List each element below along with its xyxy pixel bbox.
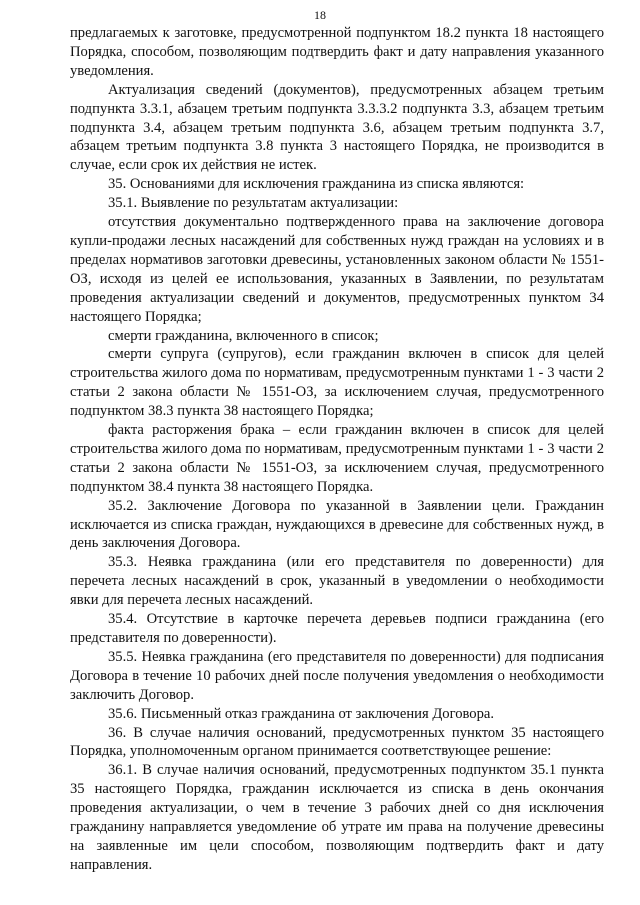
paragraph-35-5: 35.5. Неявка гражданина (его представителя по доверенности) для подписания Договора в течение 10 рабочих дней после получения уведомления о необходимости заключить Договор. [70, 648, 604, 703]
document-body [70, 24, 604, 875]
paragraph-35-1-b: смерти гражданина, включенного в список; [108, 327, 379, 344]
paragraph-35-4: 35.4. Отсутствие в карточке перечета деревьев подписи гражданина (его представителя по доверенности). [70, 611, 604, 646]
paragraph-continuation: предлагаемых к заготовке, предусмотренной подпунктом 18.2 пункта 18 настоящего Порядка, способом, позволяющим подтвердить факт и дату направления указанного уведомления. [70, 25, 604, 79]
paragraph-36: 36. В случае наличия оснований, предусмотренных пунктом 35 настоящего Порядка, уполномоченным органом принимается соответствующее решение: [70, 724, 604, 760]
paragraph-36-1: 36.1. В случае наличия оснований, предусмотренных подпунктом 35.1 пункта 35 настоящего Порядка, гражданин исключается из списка в день окончания проведения актуализации, о чем в течение 3 рабочих дней со дня исключения гражданину направляется уведомление об утрате им права на получение древесины на заявленные им цели способом, позволяющим подтвердить факт и дату направления. [70, 762, 604, 873]
paragraph-35-2: 35.2. Заключение Договора по указанной в Заявлении цели. Гражданин исключается из списка граждан, нуждающихся в древесине для собственных нужд, в день заключения Договора. [70, 497, 604, 552]
paragraph-35-3: 35.3. Неявка гражданина (или его представителя по доверенности) для перечета лесных насаждений в срок, указанный в уведомлении о необходимости явки для перечета лесных насаждений. [70, 554, 604, 609]
paragraph-35-1: 35.1. Выявление по результатам актуализации: [108, 195, 399, 212]
page-number: 18 [314, 8, 326, 22]
paragraph-35-6: 35.6. Письменный отказ гражданина от заключения Договора. [108, 705, 495, 722]
paragraph-actualization-note: Актуализация сведений (документов), предусмотренных абзацем третьим подпункта 3.3.1, абзацем третьим подпункта 3.3.3.2 подпункта 3.3, абзацем третьим подпункта 3.4, абзацем третьим подпункта 3.6, абзацем третьим подпункта 3.7, абзацем третьим подпункта 3.8 пункта 3 настоящего Порядка, не производится в случае, если срок их действия не истек. [70, 81, 604, 174]
paragraph-35-1-c: смерти супруга (супругов), если гражданин включен в список для целей строительства жилого дома по нормативам, предусмотренным пунктами 1 - 3 части 2 статьи 2 закона области № 1551-ОЗ, за исключением случая, предусмотренного подпунктом 38.3 пункта 38 настоящего Порядка; [70, 346, 604, 420]
paragraph-35-1-a: отсутствия документально подтвержденного права на заключение договора купли-продажи лесных насаждений для собственных нужд граждан на условиях и в пределах нормативов заготовки древесины, установленных законом области № 1551-ОЗ, исходя из целей ее использования, указанных в Заявлении, по результатам проведения актуализации сведений и документов, предусмотренных пунктом 34 настоящего Порядка; [70, 214, 604, 325]
paragraph-35: 35. Основаниями для исключения гражданина из списка являются: [108, 176, 525, 193]
paragraph-35-1-d: факта расторжения брака – если гражданин включен в список для целей строительства жилого дома по нормативам, предусмотренным пунктами 1 - 3 части 2 статьи 2 закона области № 1551-ОЗ, за исключением случая, предусмотренного подпунктом 38.4 пункта 38 настоящего Порядка. [70, 422, 604, 495]
